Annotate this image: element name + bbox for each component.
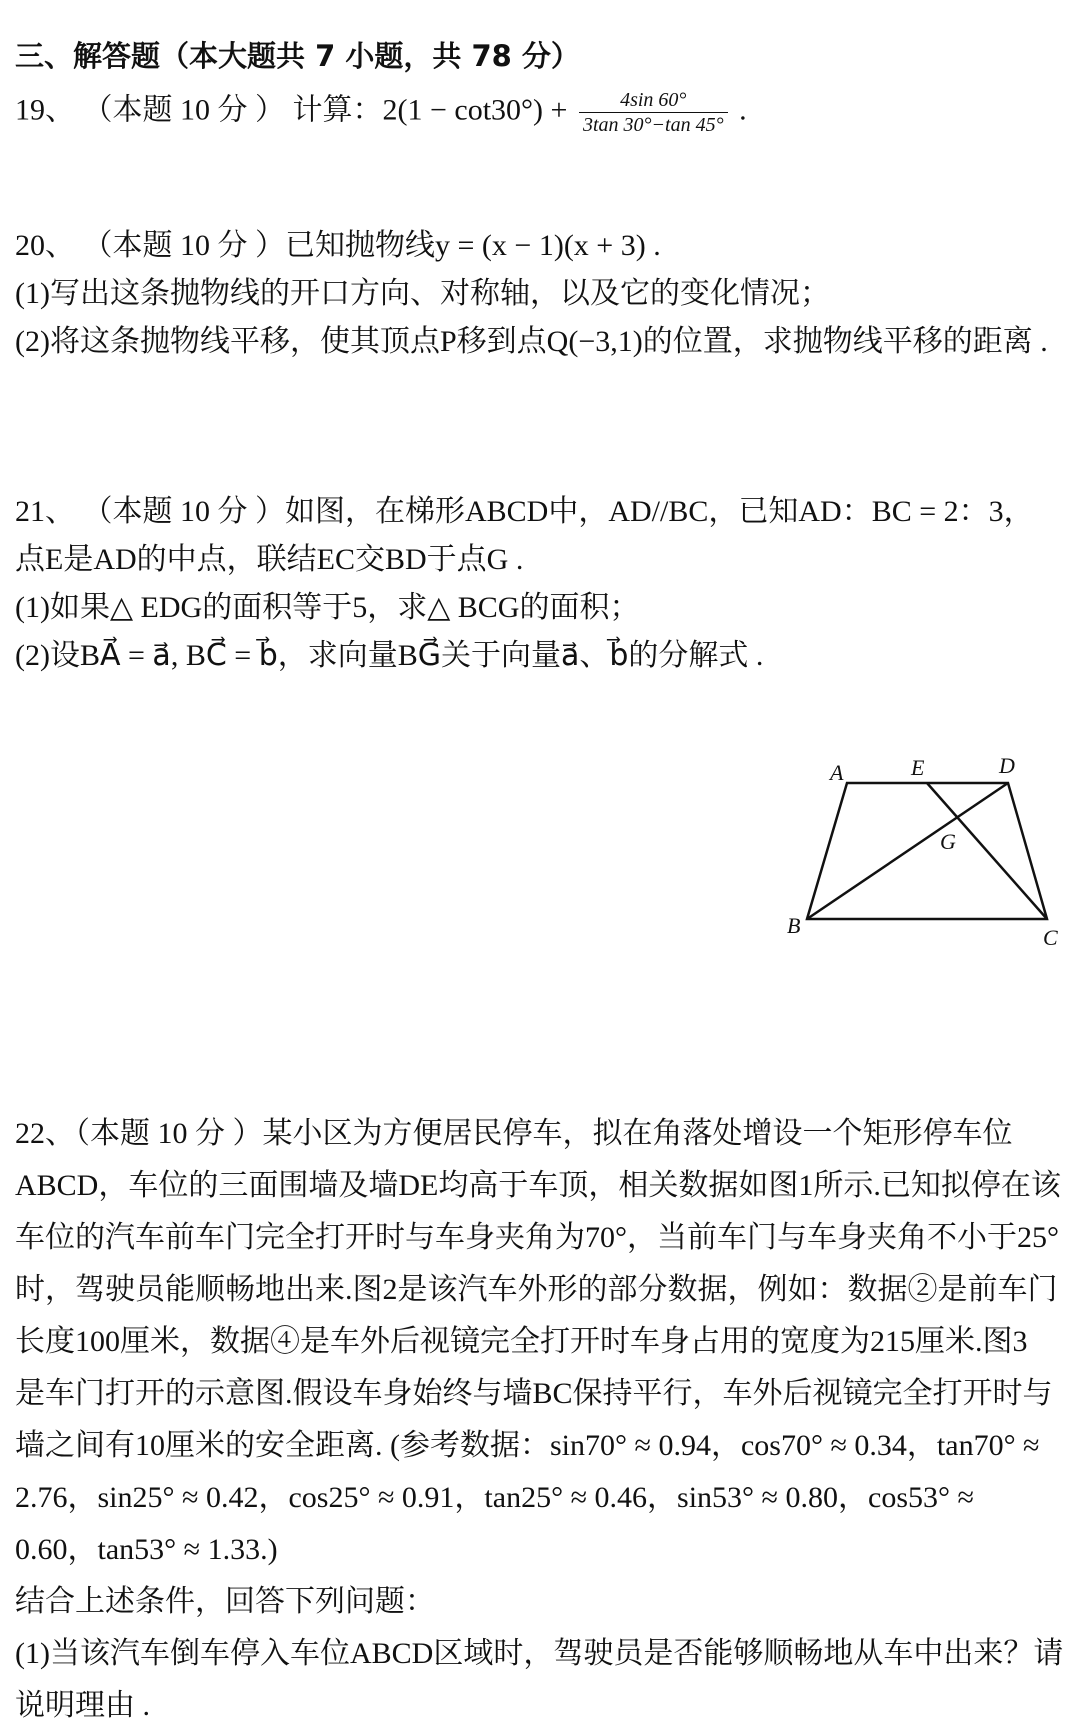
trapezoid-diagram: [775, 755, 1070, 975]
label-C: C: [1043, 925, 1058, 950]
q20-line-2: (1)写出这条抛物线的开口方向、对称轴，以及它的变化情况；: [15, 277, 830, 310]
q19-frac-numerator: 4sin 60°: [579, 88, 728, 113]
q22-line: (1)当该汽车倒车停入车位ABCD区域时，驾驶员是否能够顺畅地从车中出来？请: [15, 1637, 1064, 1670]
label-A: A: [830, 760, 844, 785]
q22-line: 是车门打开的示意图.假设车身始终与墙BC保持平行，车外后视镜完全打开时与: [15, 1377, 1053, 1410]
diagonal-BD: [807, 783, 1008, 919]
q20-line-1: 20、 （本题 10 分 ）已知抛物线y = (x − 1)(x + 3) .: [15, 229, 661, 262]
q19-frac-denominator: 3tan 30°−tan 45°: [582, 114, 724, 136]
q19-prefix: 19、 （本题 10 分 ） 计算：2(1 − cot30°) +: [15, 93, 575, 127]
q22-line: 说明理由 .: [15, 1689, 150, 1722]
q19-fraction: [579, 88, 728, 137]
question-19: [15, 88, 747, 137]
label-B: B: [787, 913, 801, 938]
label-D: D: [999, 755, 1015, 778]
q21-line-1: 21、 （本题 10 分 ）如图，在梯形ABCD中，AD//BC，已知AD：BC = 2：3，: [15, 495, 1034, 528]
q21-line-4: (2)设BA⃗ = a⃗, BC⃗ = b⃗，求向量BG⃗关于向量a⃗、b⃗的分解式 .: [15, 639, 764, 672]
label-G: G: [940, 829, 956, 854]
q22-line: 时，驾驶员能顺畅地出来.图2是该汽车外形的部分数据，例如：数据②是前车门: [15, 1273, 1058, 1306]
q21-line-3: (1)如果△ EDG的面积等于5，求△ BCG的面积；: [15, 591, 640, 624]
q22-line: ABCD，车位的三面围墙及墙DE均高于车顶，相关数据如图1所示.已知拟停在该: [15, 1169, 1061, 1202]
q22-line: 2.76，sin25° ≈ 0.42，cos25° ≈ 0.91，tan25° ≈ 0.46，sin53° ≈ 0.80，cos53° ≈: [15, 1481, 974, 1514]
trapezoid-figure: [775, 755, 1070, 975]
q22-line: 墙之间有10厘米的安全距离. (参考数据：sin70° ≈ 0.94，cos70° ≈ 0.34，tan70° ≈: [15, 1429, 1040, 1462]
q20-line-3: (2)将这条抛物线平移，使其顶点P移到点Q(−3,1)的位置，求抛物线平移的距离 .: [15, 325, 1048, 358]
question-22: [15, 1108, 1065, 1732]
q19-suffix: .: [731, 93, 747, 127]
section-heading: 三、解答题（本大题共 7 小题，共 78 分）: [15, 39, 580, 73]
q22-line: 车位的汽车前车门完全打开时与车身夹角为70°，当前车门与车身夹角不小于25°: [15, 1221, 1059, 1254]
trapezoid-ABCD: [807, 783, 1047, 919]
label-E: E: [911, 755, 925, 780]
q22-line: 长度100厘米，数据④是车外后视镜完全打开时车身占用的宽度为215厘米.图3: [15, 1325, 1028, 1358]
q22-line: 结合上述条件，回答下列问题：: [15, 1585, 435, 1618]
q22-line: 22、（本题 10 分 ）某小区为方便居民停车，拟在角落处增设一个矩形停车位: [15, 1117, 1013, 1150]
q21-line-2: 点E是AD的中点，联结EC交BD于点G .: [15, 543, 524, 576]
q22-line: 0.60，tan53° ≈ 1.33.): [15, 1533, 278, 1566]
